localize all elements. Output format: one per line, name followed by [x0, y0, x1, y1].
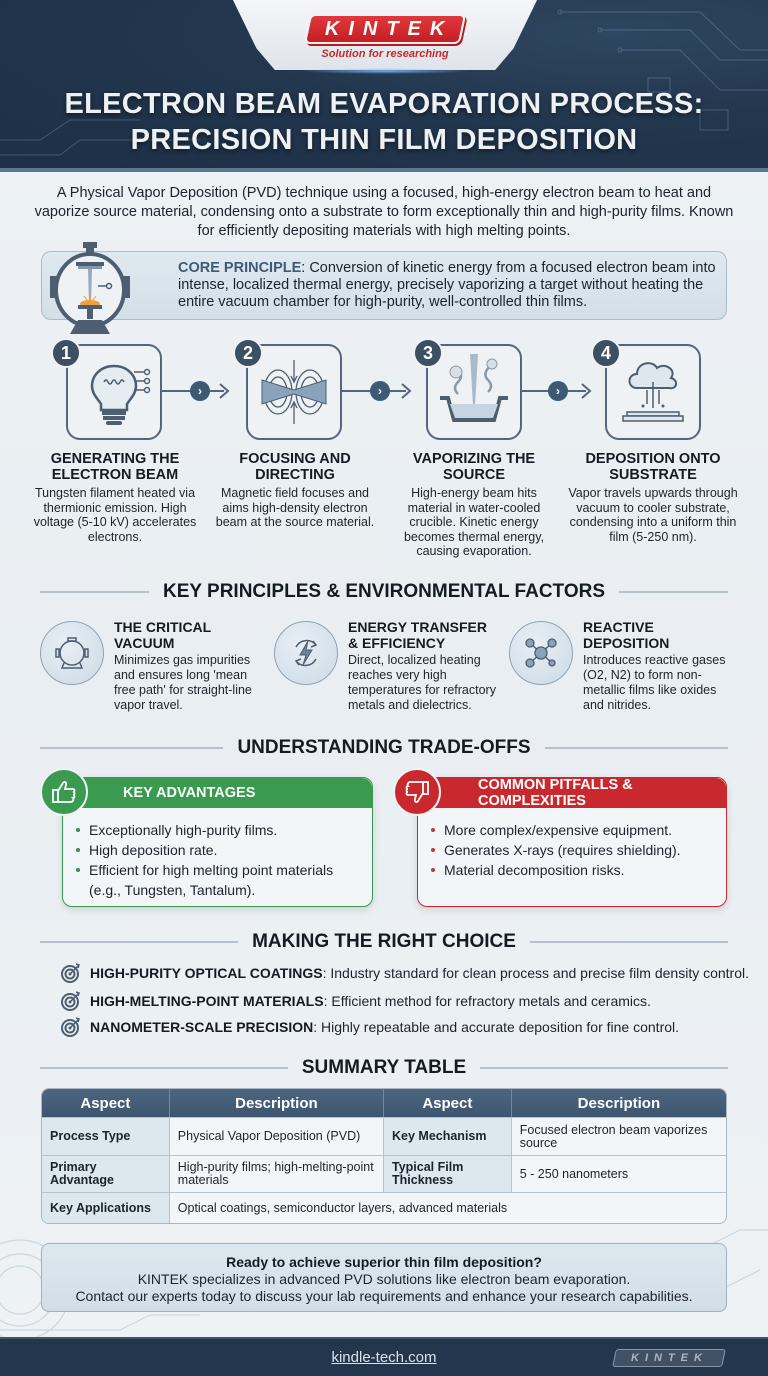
step-1-card [66, 344, 162, 440]
vacuum-chamber-icon [40, 621, 104, 685]
table-cell: High-purity films; high-melting-point materials [170, 1155, 384, 1192]
core-principle-text [178, 260, 718, 311]
principle-3-title: REACTIVE DEPOSITION [583, 619, 670, 651]
target-icon [60, 990, 82, 1012]
principle-2-description: Direct, localized heating reaches very high temperatures for refractory metals and dielectrics. [348, 653, 496, 712]
footer-logo-text: KINTEK [630, 1352, 708, 1364]
light-bulb-icon [68, 346, 160, 438]
logo-text: KINTEK [324, 17, 454, 40]
column-header: Description [512, 1089, 726, 1117]
cta-line-2: Contact our experts today to discuss your lab requirements and enhance your research capabilities. [75, 1288, 693, 1304]
thumbs-down-icon [393, 768, 441, 816]
list-item: Exceptionally high-purity films. [75, 820, 365, 840]
crucible-icon [428, 346, 520, 438]
step-4-number: 4 [591, 338, 621, 368]
header-banner [0, 0, 768, 172]
table-row [42, 1155, 726, 1192]
website-link[interactable]: kindle-tech.com [331, 1349, 437, 1366]
step-3-description: High-energy beam hits material in water-cooled crucible. Kinetic energy becomes thermal energy, causing evaporation. [403, 486, 545, 558]
table-cell: 5 - 250 nanometers [512, 1155, 726, 1192]
advantages-title: KEY ADVANTAGES [63, 778, 372, 808]
table-cell: Key Mechanism [384, 1117, 512, 1155]
summary-table [41, 1088, 727, 1224]
step-1-description: Tungsten filament heated via thermionic emission. High voltage (5-10 kV) accelerates electrons. [33, 486, 197, 544]
choice-label: HIGH-MELTING-POINT MATERIALS [90, 993, 324, 1009]
title-line-2: PRECISION THIN FILM DEPOSITION [130, 124, 638, 156]
choice-item-3 [60, 1017, 679, 1037]
cta-title: Ready to achieve superior thin film deposition? [226, 1254, 542, 1270]
column-header: Description [170, 1089, 384, 1117]
table-header-row [42, 1089, 726, 1117]
step-connector-3 [522, 381, 594, 401]
logo-glow [300, 68, 470, 74]
intro-text: A Physical Vapor Deposition (PVD) technique using a focused, high-energy electron beam to heat and vaporize source material, condensing onto a substrate to form exceptionally thin and high-purity films. Known for efficiently depositing materials with high melting points. [34, 185, 734, 239]
title-line-1: ELECTRON BEAM EVAPORATION PROCESS: [64, 88, 704, 120]
table-cell: Physical Vapor Deposition (PVD) [170, 1117, 384, 1155]
principle-3-description: Introduces reactive gases (O2, N2) to form non-metallic films like oxides and nitrides. [583, 653, 726, 712]
choice-text: : Efficient method for refractory metals and ceramics. [323, 993, 651, 1009]
pitfalls-title: COMMON PITFALLS & COMPLEXITIES [418, 778, 726, 808]
footer-kintek-logo [612, 1349, 726, 1367]
tradeoffs-heading-text: UNDERSTANDING TRADE-OFFS [237, 737, 531, 758]
advantages-list [75, 820, 365, 900]
arrow-right-icon [522, 382, 594, 402]
chevron-right-icon: › [190, 381, 210, 401]
chevron-right-icon: › [370, 381, 390, 401]
arrow-right-icon [342, 382, 414, 402]
step-4-title: DEPOSITION ONTO SUBSTRATE [585, 451, 721, 483]
magnetic-focus-icon [248, 346, 340, 438]
pitfalls-list [430, 820, 720, 880]
choice-item-1 [60, 963, 749, 983]
step-connector-1 [162, 381, 232, 401]
step-2-title: FOCUSING AND DIRECTING [239, 451, 351, 483]
principle-2-title: ENERGY TRANSFER & EFFICIENCY [348, 619, 487, 651]
section-heading-summary [40, 1056, 728, 1080]
kintek-logo[interactable] [304, 14, 466, 44]
call-to-action-box [41, 1243, 727, 1312]
list-item: More complex/expensive equipment. [430, 820, 720, 840]
table-cell: Typical Film Thickness [384, 1155, 512, 1192]
section-heading-choice [40, 930, 728, 954]
deposition-cloud-icon [607, 346, 699, 438]
table-cell: Primary Advantage [42, 1155, 170, 1192]
list-item: Material decomposition risks. [430, 860, 720, 880]
choice-label: NANOMETER-SCALE PRECISION [90, 1019, 314, 1035]
table-row [42, 1117, 726, 1155]
list-item: Efficient for high melting point materials (e.g., Tungsten, Tantalum). [75, 860, 365, 900]
pitfalls-card [417, 777, 727, 907]
step-4-description: Vapor travels upwards through vacuum to cooler substrate, condensing into a uniform thin film (5-250 nm). [568, 486, 738, 544]
logo-tagline: Solution for researching [321, 48, 449, 60]
energy-cycle-icon [274, 621, 338, 685]
summary-heading-text: SUMMARY TABLE [301, 1057, 467, 1078]
target-icon [60, 962, 82, 984]
step-1-title: GENERATING THE ELECTRON BEAM [50, 451, 180, 483]
page-title [0, 86, 768, 158]
list-item: High deposition rate. [75, 840, 365, 860]
table-cell: Optical coatings, semiconductor layers, advanced materials [170, 1192, 726, 1223]
step-2-number: 2 [233, 338, 263, 368]
section-heading-principles [40, 580, 728, 604]
choice-heading-text: MAKING THE RIGHT CHOICE [252, 931, 516, 952]
table-cell: Process Type [42, 1117, 170, 1155]
choice-label: HIGH-PURITY OPTICAL COATINGS [90, 965, 323, 981]
column-header: Aspect [42, 1089, 170, 1117]
core-principle-label: CORE PRINCIPLE [178, 260, 302, 276]
chevron-right-icon: › [548, 381, 568, 401]
vacuum-chamber-icon [40, 242, 150, 334]
step-3-title: VAPORIZING THE SOURCE [412, 451, 536, 483]
step-2-description: Magnetic field focuses and aims high-density electron beam at the source material. [215, 486, 375, 529]
thumbs-up-icon [40, 768, 88, 816]
footer [0, 1337, 768, 1376]
step-connector-2 [342, 381, 414, 401]
step-1-number: 1 [51, 338, 81, 368]
step-3-number: 3 [413, 338, 443, 368]
target-icon [60, 1016, 82, 1038]
core-principle-body: : Conversion of kinetic energy from a focused electron beam into intense, localized thermal energy, precisely vaporizing a target without heating the entire vacuum chamber for high-purity, well-controlled thin films. [178, 260, 716, 310]
column-header: Aspect [384, 1089, 512, 1117]
arrow-right-icon [162, 382, 232, 402]
choice-item-2 [60, 991, 651, 1011]
advantages-card [62, 777, 373, 907]
cta-line-1: KINTEK specializes in advanced PVD solutions like electron beam evaporation. [137, 1271, 631, 1287]
molecule-icon [509, 621, 573, 685]
table-cell: Key Applications [42, 1192, 170, 1223]
list-item: Generates X-rays (requires shielding). [430, 840, 720, 860]
header-divider [0, 168, 768, 172]
principles-heading-text: KEY PRINCIPLES & ENVIRONMENTAL FACTORS [163, 581, 605, 602]
section-heading-tradeoffs [40, 736, 728, 760]
table-cell: Focused electron beam vaporizes source [512, 1117, 726, 1155]
table-row [42, 1192, 726, 1223]
principle-1-description: Minimizes gas impurities and ensures long 'mean free path' for straight-line vapor travel. [114, 653, 252, 712]
choice-text: : Industry standard for clean process and precise film density control. [322, 965, 750, 981]
choice-text: : Highly repeatable and accurate deposition for fine control. [313, 1019, 680, 1035]
principle-1-title: THE CRITICAL VACUUM [114, 619, 211, 651]
